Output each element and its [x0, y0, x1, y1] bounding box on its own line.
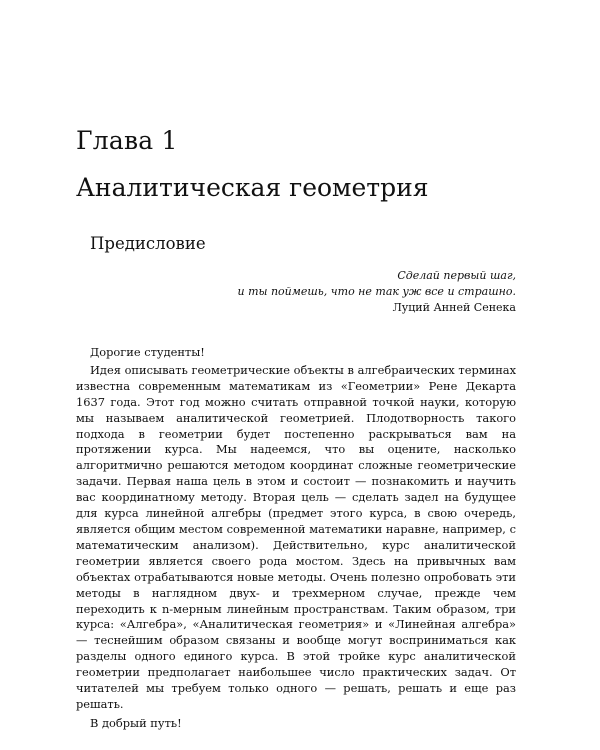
epigraph-line-2: и ты поймешь, что не так уж все и страшно. [237, 285, 516, 298]
epigraph-author: Луций Анней Сенека [392, 301, 516, 314]
main-paragraph: Идея описывать геометрические объекты в алгебраических терминах известна современным математикам из «Геометрии» Рене Декарта 1637 года. Этот год можно считать отправной точкой науки, которую мы называем аналитической геометрией. Плодотворность такого подхода в геометрии будет постепенно раскрываться вам на протяжении курса. Мы надеемся, что вы оцените, насколько алгоритмично решаются методом координат сложные геометрические задачи. Первая наша цель в этом и состоит — познакомить и научить вас координатному методу. Вторая цель — сделать задел на будущее для курса линейной алгебры (предмет этого курса, в свою очередь, является общим местом современной математики наравне, например, с математическим анализом). Действительно, курс аналитической геометрии является своего рода мостом. Здесь на привычных вам объектах отрабатываются новые методы. Очень полезно опробовать эти методы в наглядном двух- и трехмерном случае, прежде чем переходить к n-мерным линейным пространствам. Таким образом, три курса: «Алгебра», «Аналитическая геометрия» и «Линейная алгебра» — теснейшим образом связаны и вообще могут восприниматься как разделы одного единого курса. В этой тройке курс аналитической геометрии предполагает наибольшее число практических задач. От читателей мы требуем только одного — решать, решать и еще раз решать. [76, 362, 516, 711]
chapter-title: Аналитическая геометрия [76, 173, 429, 202]
epigraph [238, 268, 517, 316]
greeting-paragraph: Дорогие студенты! [90, 345, 205, 359]
chapter-number: Глава 1 [76, 126, 178, 155]
epigraph-line-1: Сделай первый шаг, [397, 269, 516, 282]
preface-body [76, 345, 516, 732]
section-title: Предисловие [90, 234, 206, 253]
farewell-paragraph: В добрый путь! [90, 715, 182, 730]
